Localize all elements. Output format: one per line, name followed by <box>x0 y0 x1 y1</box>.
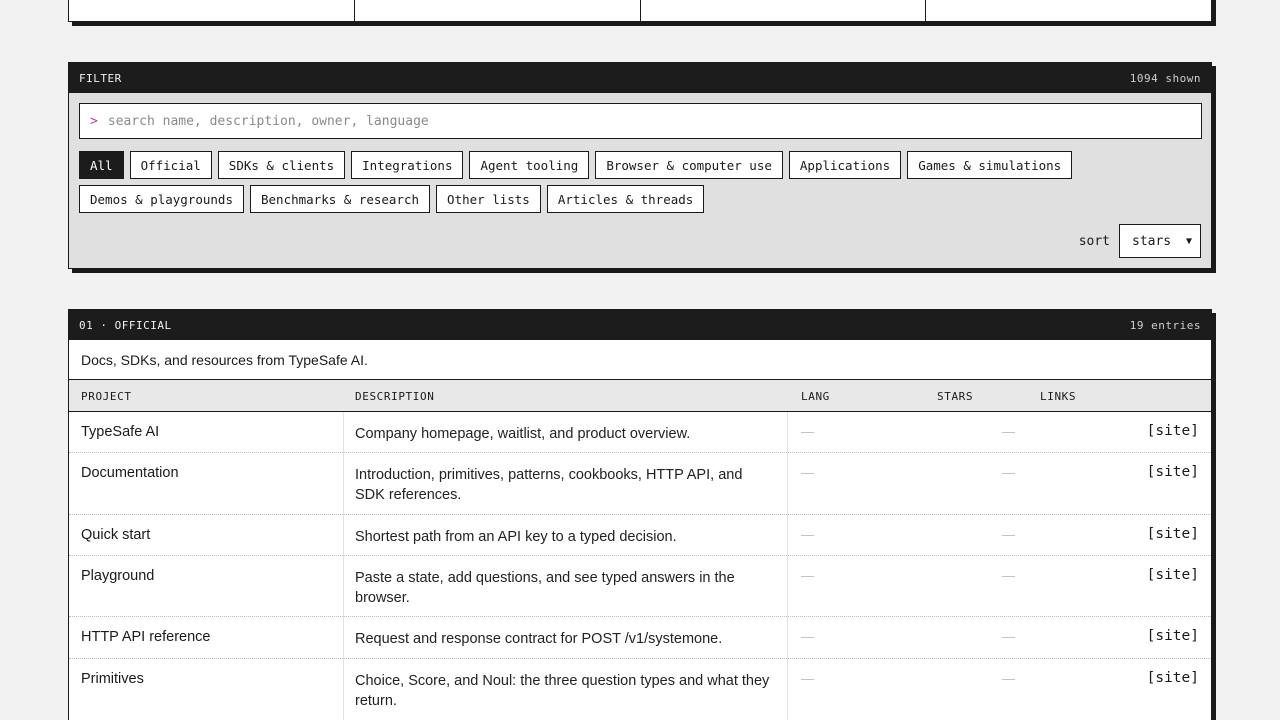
project-lang: — <box>801 465 814 480</box>
sort-row <box>1079 224 1201 258</box>
column-lang: LANG <box>801 390 830 403</box>
table-header <box>69 380 1211 412</box>
section-header <box>69 310 1211 340</box>
section-description: Docs, SDKs, and resources from TypeSafe AI. <box>69 340 1211 380</box>
previous-panel-cell <box>355 0 641 21</box>
project-description: Paste a state, add questions, and see typed answers in the browser. <box>355 570 735 606</box>
chevron-down-icon: ▼ <box>1185 235 1192 247</box>
project-name: HTTP API reference <box>81 629 211 645</box>
chip-official[interactable]: Official <box>130 151 212 179</box>
filter-header <box>69 63 1211 93</box>
chip-benchmarks-research[interactable]: Benchmarks & research <box>250 185 430 213</box>
table-row <box>69 556 1211 617</box>
table-row <box>69 659 1211 720</box>
project-description: Choice, Score, and Noul: the three question types and what they return. <box>355 673 770 709</box>
project-lang: — <box>801 568 814 583</box>
sort-value: stars <box>1132 233 1172 249</box>
previous-panel-cell <box>926 0 1211 21</box>
project-name: Quick start <box>81 527 151 543</box>
project-name: Documentation <box>81 465 179 481</box>
chip-applications[interactable]: Applications <box>789 151 901 179</box>
site-link[interactable]: [site] <box>1146 670 1199 686</box>
project-name: Playground <box>81 568 155 584</box>
sort-label: sort <box>1078 233 1110 249</box>
chip-browser-computer-use[interactable]: Browser & computer use <box>595 151 783 179</box>
chip-demos-playgrounds[interactable]: Demos & playgrounds <box>79 185 244 213</box>
search-input[interactable] <box>108 114 1108 129</box>
project-lang: — <box>801 424 814 439</box>
project-name: TypeSafe AI <box>81 424 160 440</box>
section-title: 01 · OFFICIAL <box>79 318 172 332</box>
chip-sdks-clients[interactable]: SDKs & clients <box>218 151 345 179</box>
site-link[interactable]: [site] <box>1146 526 1199 542</box>
chip-agent-tooling[interactable]: Agent tooling <box>469 151 589 179</box>
project-lang: — <box>801 527 814 542</box>
chip-articles-threads[interactable]: Articles & threads <box>547 185 704 213</box>
section-count: 19 entries <box>1129 318 1201 332</box>
project-description: Introduction, primitives, patterns, cookbooks, HTTP API, and SDK references. <box>355 467 743 503</box>
project-description: Request and response contract for POST /v1/systemone. <box>355 631 723 647</box>
previous-panel <box>68 0 1212 22</box>
column-description: DESCRIPTION <box>355 390 435 403</box>
project-lang: — <box>801 671 814 686</box>
table-row <box>69 453 1211 515</box>
project-description: Shortest path from an API key to a typed decision. <box>355 529 677 545</box>
prompt-icon: > <box>90 113 98 129</box>
filter-title: FILTER <box>79 71 122 85</box>
project-description: Company homepage, waitlist, and product overview. <box>355 426 691 442</box>
project-lang: — <box>801 629 814 644</box>
site-link[interactable]: [site] <box>1146 464 1199 480</box>
project-stars: — <box>1002 424 1015 439</box>
project-name: Primitives <box>81 671 144 687</box>
project-stars: — <box>1002 465 1015 480</box>
project-stars: — <box>1002 527 1015 542</box>
project-stars: — <box>1002 671 1015 686</box>
chip-all[interactable]: All <box>79 151 124 179</box>
official-section <box>68 309 1212 720</box>
sort-select[interactable] <box>1119 224 1201 258</box>
chip-games-simulations[interactable]: Games & simulations <box>907 151 1072 179</box>
site-link[interactable]: [site] <box>1146 628 1199 644</box>
search-box <box>79 103 1202 139</box>
chip-integrations[interactable]: Integrations <box>351 151 463 179</box>
site-link[interactable]: [site] <box>1146 423 1199 439</box>
previous-panel-cell <box>641 0 927 21</box>
filter-count: 1094 shown <box>1129 71 1201 85</box>
project-stars: — <box>1002 629 1015 644</box>
column-project: PROJECT <box>81 390 132 403</box>
site-link[interactable]: [site] <box>1146 567 1199 583</box>
filter-panel <box>68 62 1212 269</box>
column-links: LINKS <box>1040 390 1077 403</box>
table-row <box>69 515 1211 556</box>
table-row <box>69 412 1211 453</box>
category-chips <box>79 151 1079 213</box>
project-stars: — <box>1002 568 1015 583</box>
table-row <box>69 617 1211 659</box>
chip-other-lists[interactable]: Other lists <box>436 185 541 213</box>
column-stars: STARS <box>937 390 974 403</box>
previous-panel-cell <box>69 0 355 21</box>
